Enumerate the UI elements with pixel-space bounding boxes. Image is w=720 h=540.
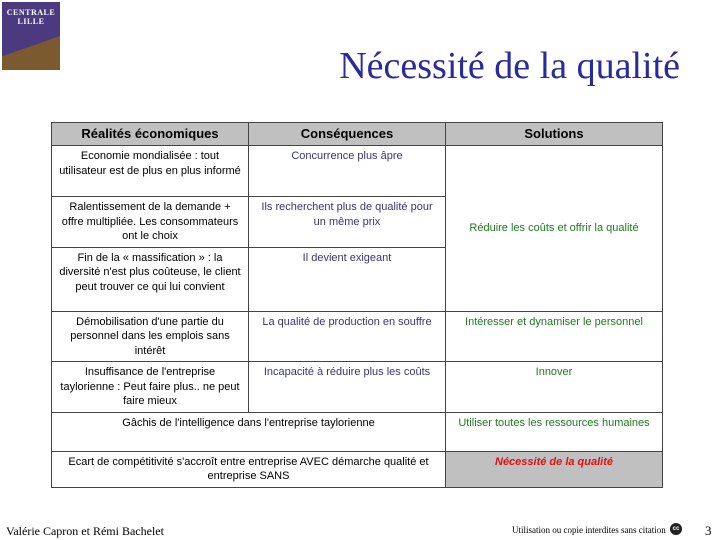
table-row bbox=[52, 412, 663, 451]
reality-cell: Insuffisance de l'entreprise taylorienne : Peut faire plus.. ne peut faire mieux bbox=[52, 362, 249, 413]
merged-cell: Ecart de compétitivité s'accroît entre entreprise AVEC démarche qualité et entreprise SANS bbox=[52, 451, 446, 487]
solution-cell: Utiliser toutes les ressources humaines bbox=[446, 412, 663, 451]
solution-cell: Intéresser et dynamiser le personnel bbox=[446, 311, 663, 362]
reality-cell: Ralentissement de la demande + offre multipliée. Les consommateurs ont le choix bbox=[52, 197, 249, 248]
header-solutions: Solutions bbox=[446, 123, 663, 146]
consequence-cell: La qualité de production en souffre bbox=[249, 311, 446, 362]
quality-table bbox=[51, 122, 663, 488]
copyright-notice: Utilisation ou copie interdites sans citation bbox=[512, 525, 666, 535]
consequence-cell: Ils recherchent plus de qualité pour un même prix bbox=[249, 197, 446, 248]
table-row bbox=[52, 362, 663, 413]
consequence-cell: Incapacité à réduire plus les coûts bbox=[249, 362, 446, 413]
table-row bbox=[52, 146, 663, 197]
header-realities: Réalités économiques bbox=[52, 123, 249, 146]
reality-cell: Economie mondialisée : tout utilisateur est de plus en plus informé bbox=[52, 146, 249, 197]
table-row bbox=[52, 311, 663, 362]
header-consequences: Conséquences bbox=[249, 123, 446, 146]
solution-cell-highlight: Nécessité de la qualité bbox=[446, 451, 663, 487]
consequence-cell: Il devient exigeant bbox=[249, 247, 446, 311]
merged-cell: Gâchis de l'intelligence dans l'entreprise taylorienne bbox=[52, 412, 446, 451]
page-number: 3 bbox=[705, 523, 712, 538]
slide-title: Nécessité de la qualité bbox=[339, 45, 680, 87]
table-row bbox=[52, 451, 663, 487]
table-header bbox=[52, 123, 663, 146]
centrale-lille-logo: CENTRALE LILLE bbox=[2, 2, 60, 70]
solution-cell: Innover bbox=[446, 362, 663, 413]
authors: Valérie Capron et Rémi Bachelet bbox=[6, 524, 164, 538]
reality-cell: Fin de la « massification » : la diversité n'est plus coûteuse, le client peut trouver ce qui lui convient bbox=[52, 247, 249, 311]
creative-commons-icon: cc bbox=[670, 523, 682, 535]
reality-cell: Démobilisation d'une partie du personnel dans les emplois sans intérêt bbox=[52, 311, 249, 362]
solution-cell: Réduire les coûts et offrir la qualité bbox=[446, 146, 663, 312]
consequence-cell: Concurrence plus âpre bbox=[249, 146, 446, 197]
